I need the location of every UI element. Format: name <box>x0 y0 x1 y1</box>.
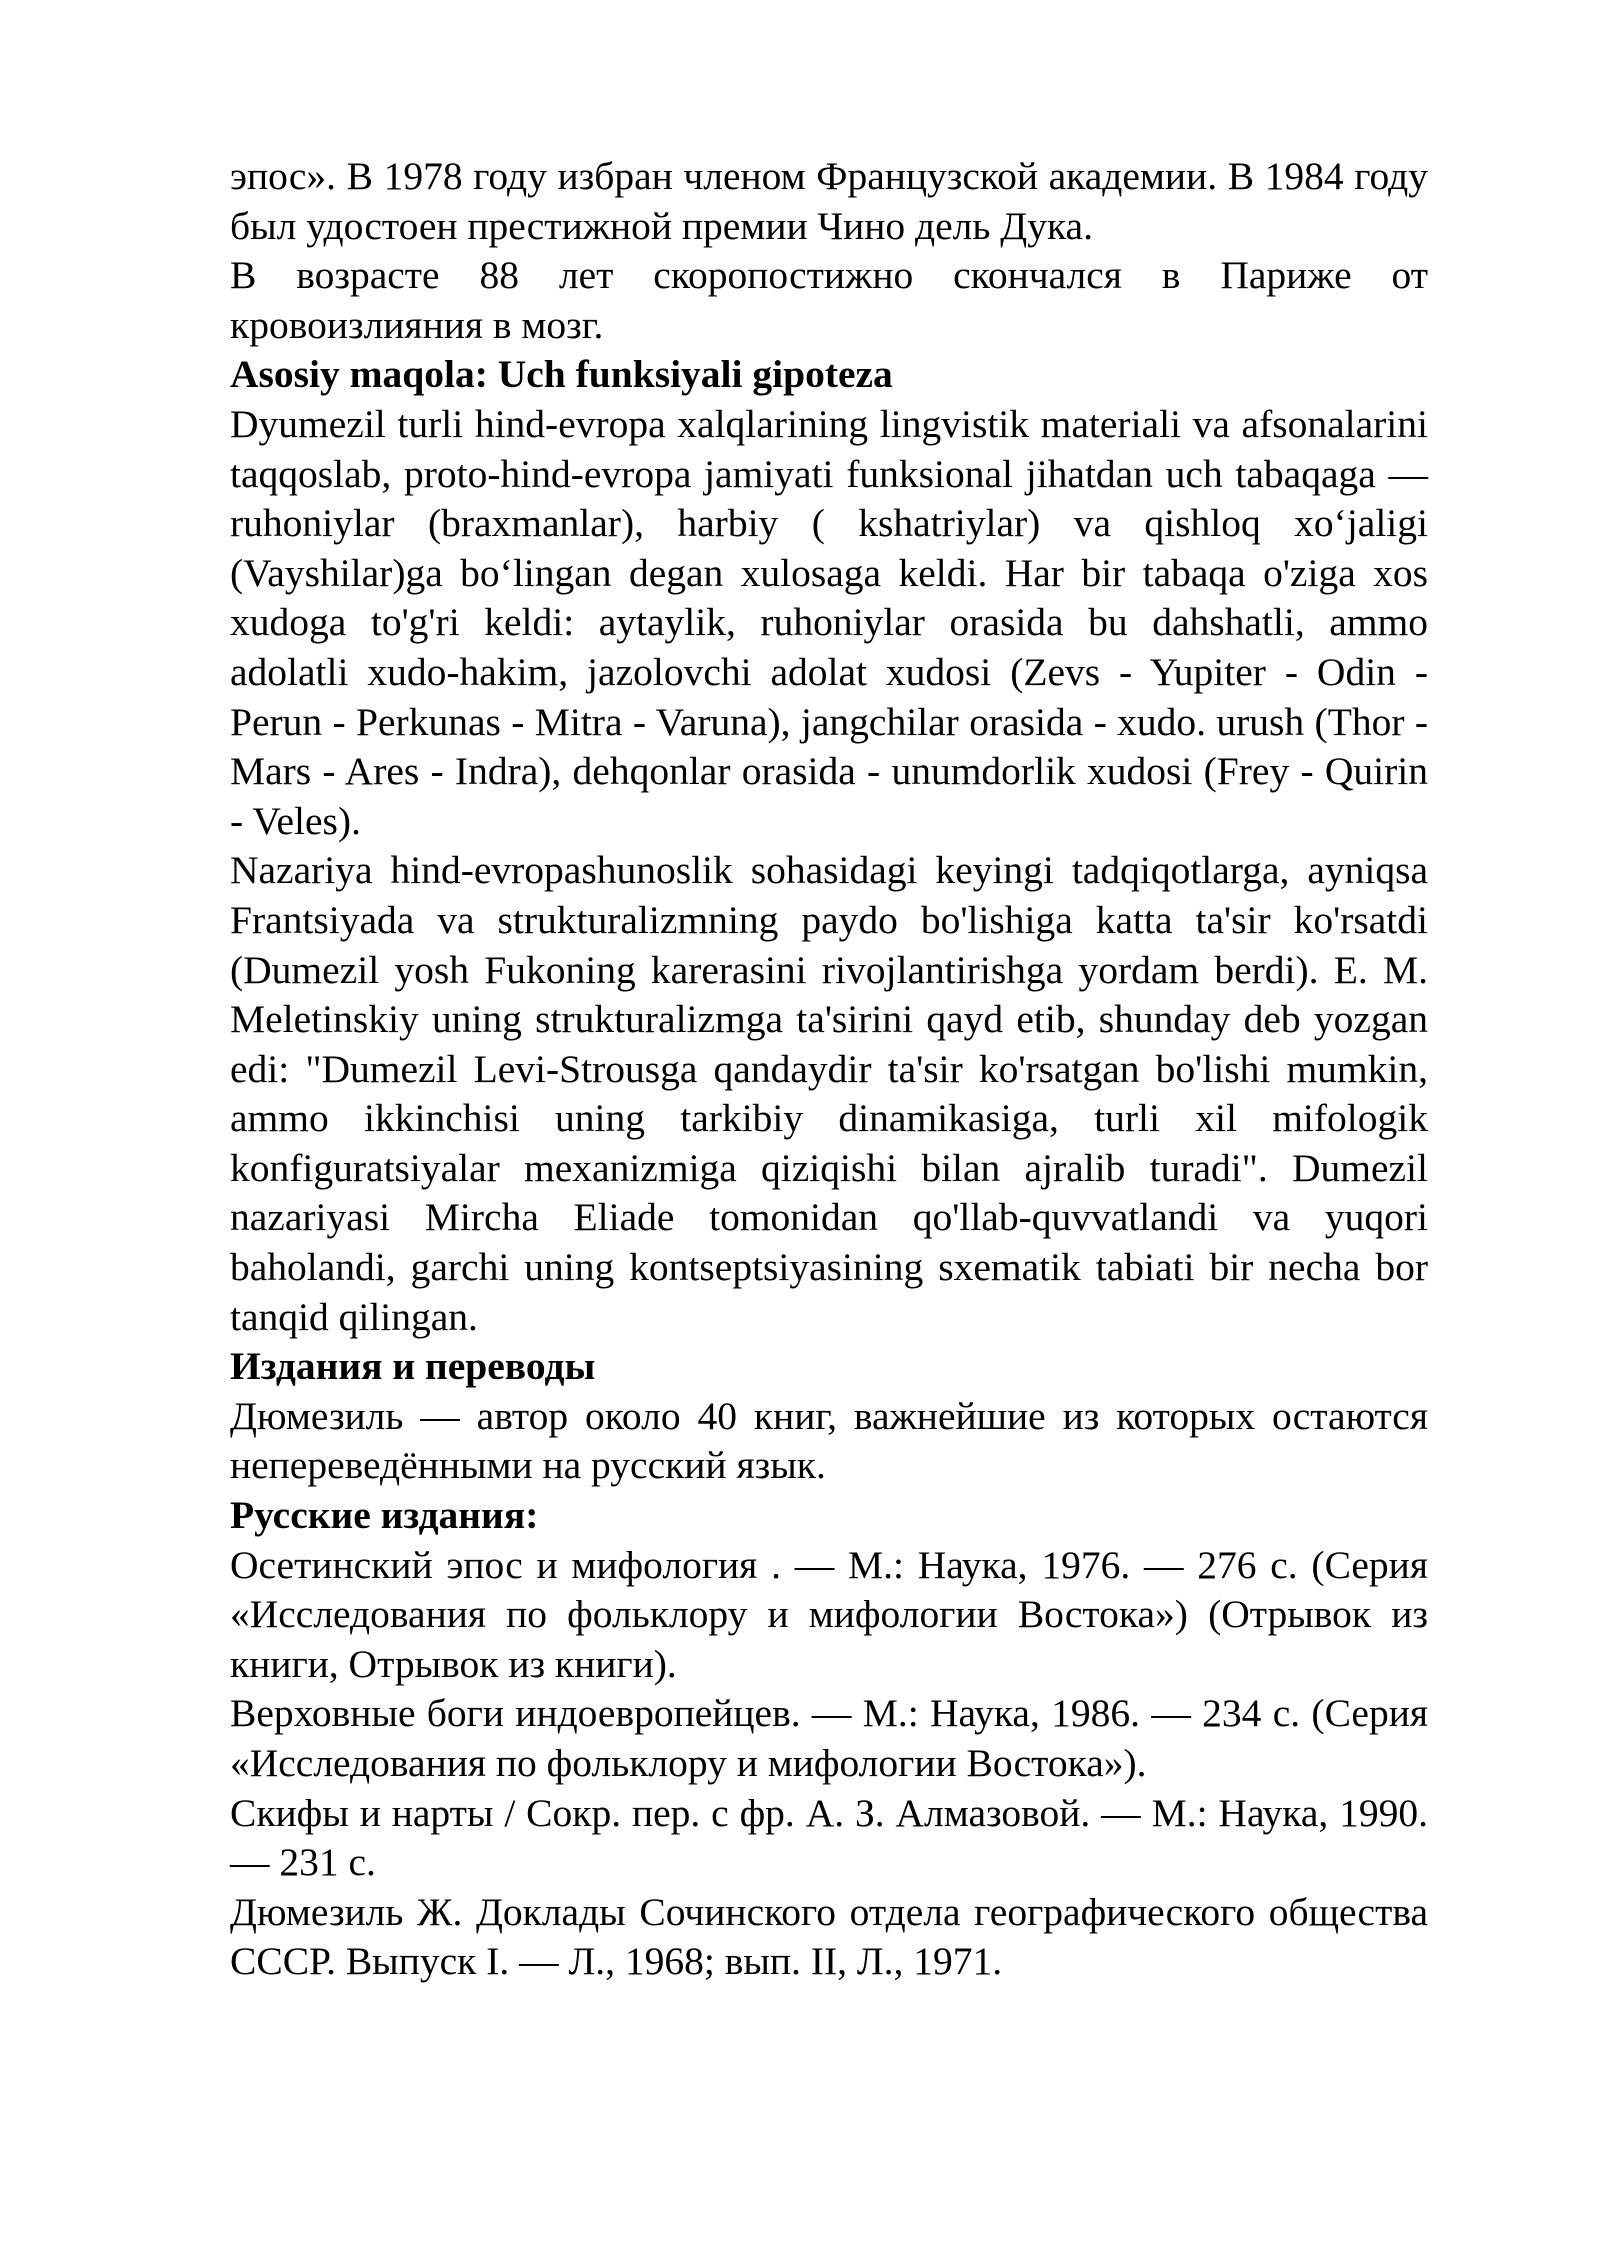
paragraph-biography-end: эпос». В 1978 году избран членом Французской академии. В 1984 году был удостоен престижной премии Чино дель Дука. <box>230 154 1428 248</box>
document-page <box>230 152 1428 1987</box>
heading-editions: Издания и переводы <box>230 1344 596 1389</box>
paragraph-theory-influence: Nazariya hind-evropashunoslik sohasidagi keyingi tadqiqotlarga, ayniqsa Frantsiyada va strukturalizmning paydo bo'lishiga katta ta'sir ko'rsatdi (Dumezil yosh Fukoning karerasini rivojlantirishga yordam berdi). E. M. Meletinskiy uning strukturalizmga ta'sirini qayd etib, shunday deb yozgan edi: "Dumezil Levi-Strousga qandaydir ta'sir ko'rsatgan bo'lishi mumkin, ammo ikkinchisi uning tarkibiy dinamikasiga, turli xil mifologik konfiguratsiyalar mexanizmiga qiziqishi bilan ajralib turadi". Dumezil nazariyasi Mircha Eliade tomonidan qo'llab-quvvatlandi va yuqori baholandi, garchi uning kontseptsiyasining sxematik tabiati bir necha bor tanqid qilingan. <box>230 848 1428 1339</box>
bibliography-entry-ossetian-epic: Осетинский эпос и мифология . — М.: Наука, 1976. — 276 с. (Серия «Исследования по фольклору и мифологии Востока») (Отрывок из книги, Отрывок из книги). <box>230 1542 1428 1686</box>
paragraph-books-count: Дюмезиль — автор около 40 книг, важнейшие из которых остаются непереведёнными на русский язык. <box>230 1393 1428 1488</box>
heading-russian-editions: Русские издания: <box>230 1493 539 1538</box>
bibliography-entry-sochi-reports: Дюмезиль Ж. Доклады Сочинского отдела географического общества СССР. Выпуск I. — Л., 1968; вып. II, Л., 1971. <box>230 1889 1428 1984</box>
paragraph-three-functions: Dyumezil turli hind-evropa xalqlarining lingvistik materiali va afsonalarini taqqoslab, proto-hind-evropa jamiyati funksional jihatdan uch tabaqaga — ruhoniylar (braxmanlar), harbiy ( kshatriylar) va qishloq xo‘jaligi (Vayshilar)ga bo‘lingan degan xulosaga keldi. Har bir tabaqa o'ziga xos xudoga to'g'ri keldi: aytaylik, ruhoniylar orasida bu dahshatli, ammo adolatli xudo-hakim, jazolovchi adolat xudosi (Zevs - Yupiter - Odin - Perun - Perkunas - Mitra - Varuna), jangchilar orasida - xudo. urush (Thor - Mars - Ares - Indra), dehqonlar orasida - unumdorlik xudosi (Frey - Quirin - Veles). <box>230 401 1428 843</box>
bibliography-entry-scythians: Скифы и нарты / Сокр. пер. с фр. А. З. Алмазовой. — М.: Наука, 1990. — 231 с. <box>230 1790 1428 1885</box>
heading-main-article: Asosiy maqola: Uch funksiyali gipoteza <box>230 352 893 397</box>
bibliography-entry-supreme-gods: Верховные боги индоевропейцев. — М.: Наука, 1986. — 234 с. (Серия «Исследования по фольклору и мифологии Востока»). <box>230 1691 1428 1785</box>
paragraph-death: В возрасте 88 лет скоропостижно скончался в Париже от кровоизлияния в мозг. <box>230 253 1428 347</box>
